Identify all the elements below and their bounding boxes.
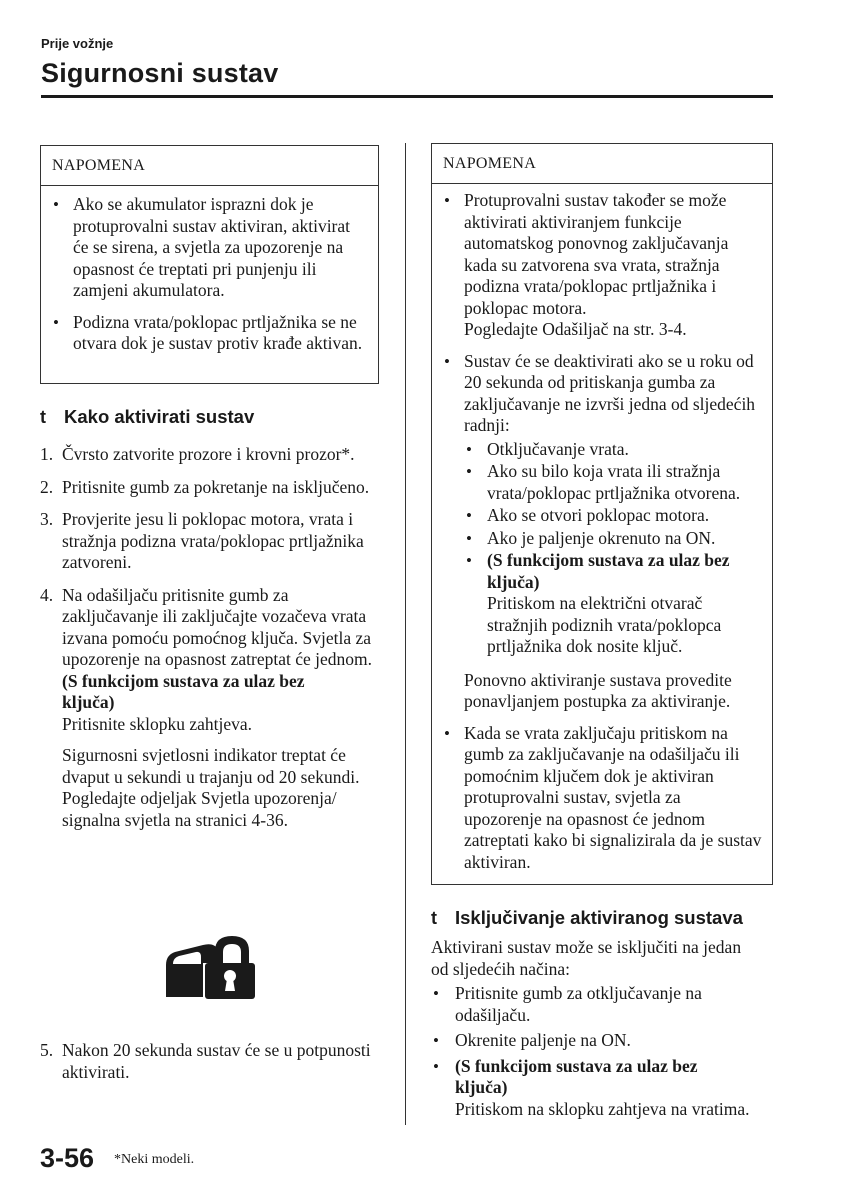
section-label: Prije vožnje (41, 36, 114, 51)
list-item: • Sustav će se deaktivirati ako se u roku od 20 sekunda od pritiskanja gumba za zaključavanje ne izvrši jedna od sljedećih radnji: • Otključavanje vrata. • Ako su bilo koja vrata ili stražnja vrata/poklopac prtljažnika otvorena. • Ako se otvori poklopac motora. • Ako je paljenje okrenuto na ON. • (S funkcijom sustava za ulaz bez ključa) Pritiskom na električni otvarač stražnjih podiznih vrata/poklopca prtljažnika dok nosite ključ. Ponovno aktiviranje sustava provedite ponavljanjem postupka za aktiviranje. (440, 351, 762, 713)
footnote: *Neki modeli. (114, 1152, 195, 1167)
sub-list-item: • Ako se otvori poklopac motora. (466, 505, 710, 525)
car-lock-icon (163, 933, 255, 999)
bullet-icon: • (444, 191, 450, 210)
bullet-icon: • (53, 312, 59, 332)
step-item: 3. Provjerite jesu li poklopac motora, vrata i stražnja podizna vrata/poklopac prtljažnika zatvoreni. (40, 509, 364, 572)
list-item: • Kada se vrata zaključaju pritiskom na gumb za zaključavanje na odašiljaču ili pomoćnim ključem dok je aktiviran protuprovalni sustav, svjetla za upozorenje na opasnost će jednom zatreptati kako bi signalizirala da je sustav aktiviran. (440, 723, 762, 874)
step-item: 4. Na odašiljaču pritisnite gumb za zaključavanje ili zaključajte vozačeva vrata izvana pomoću pomoćnog ključa. Svjetla za upozorenje na opasnost zatreptat će jednom. (S funkcijom sustava za ulaz bez ključa) Pritisnite sklopku zahtjeva. Sigurnosni svjetlosni indikator treptat će dvaput u sekundi u trajanju od 20 sekundi. Pogledajte odjeljak Svjetla upozorenja/ signalna svjetla na stranici 4-36. (40, 584, 373, 830)
heading-marker-icon: t (431, 907, 437, 928)
deactivation-section: Aktivirani sustav može se isključiti na jedan od sljedećih načina: • Pritisnite gumb za otključavanje na odašiljaču. • Okrenite paljenje na ON. • (S funkcijom sustava za ulaz bez ključa) Pritiskom na sklopku zahtjeva na vratima. (431, 937, 776, 1130)
sub-list-item: • (S funkcijom sustava za ulaz bez ključa) Pritiskom na električni otvarač stražnjih podiznih vrata/poklopca prtljažnika dok nosite ključ. (466, 550, 730, 656)
sub-list-item: • Ako je paljenje okrenuto na ON. (466, 527, 716, 548)
bullet-icon: • (466, 439, 472, 459)
sub-list-item: • Ako su bilo koja vrata ili stražnja vrata/poklopac prtljažnika otvorena. (466, 461, 741, 503)
right-note-box (431, 143, 773, 885)
note-title: NAPOMENA (41, 146, 378, 186)
bullet-icon: • (433, 1056, 439, 1076)
list-item: • Protuprovalni sustav također se može aktivirati aktiviranjem funkcije automatskog ponovnog zaključavanja kada su zatvorena sva vrata, stražnja podizna vrata/poklopac prtljažnika i poklopac motora. Pogledajte Odašiljač na str. 3-4. (440, 190, 762, 341)
step-item: 2. Pritisnite gumb za pokretanje na isključeno. (40, 476, 370, 497)
bullet-icon: • (444, 723, 450, 743)
bullet-icon: • (433, 984, 439, 1003)
step-item: 1. Čvrsto zatvorite prozore i krovni prozor*. (40, 444, 355, 464)
heading-marker-icon: t (40, 406, 46, 427)
bullet-icon: • (466, 506, 472, 525)
note-title: NAPOMENA (432, 144, 772, 184)
page-title: Sigurnosni sustav (41, 58, 279, 88)
bullet-icon: • (466, 528, 472, 548)
bullet-icon: • (444, 351, 450, 371)
list-item: • Pritisnite gumb za otključavanje na odašiljaču. (433, 983, 702, 1025)
sub-list-item: • Otključavanje vrata. (466, 438, 629, 459)
bullet-icon: • (433, 1031, 439, 1050)
security-lock-icon (163, 933, 255, 999)
section-heading: t Isključivanje aktiviranog sustava (431, 907, 743, 928)
bullet-icon: • (53, 195, 59, 214)
steps-list (40, 444, 390, 831)
page-number: 3-56 (40, 1143, 95, 1173)
left-note-box (40, 145, 379, 384)
section-heading: t Kako aktivirati sustav (40, 406, 255, 427)
bullet-icon: • (466, 551, 472, 570)
bullet-icon: • (466, 462, 472, 481)
list-item: • Ako se akumulator isprazni dok je protuprovalni sustav aktiviran, aktivirat će se sirena, a svjetla za upozorenje na opasnost će treptati pri punjenju ili zamjeni akumulatora. (49, 194, 368, 302)
title-rule (41, 95, 773, 98)
list-item: • (S funkcijom sustava za ulaz bez ključa) Pritiskom na sklopku zahtjeva na vratima. (433, 1055, 750, 1119)
list-item: • Podizna vrata/poklopac prtljažnika se ne otvara dok je sustav protiv krađe aktivan. (49, 312, 368, 355)
step-item: 5. Nakon 20 sekunda sustav će se u potpunosti aktivirati. (40, 1040, 371, 1082)
list-item: • Okrenite paljenje na ON. (433, 1030, 631, 1050)
column-divider (405, 143, 406, 1125)
steps-list-cont (40, 1040, 390, 1094)
